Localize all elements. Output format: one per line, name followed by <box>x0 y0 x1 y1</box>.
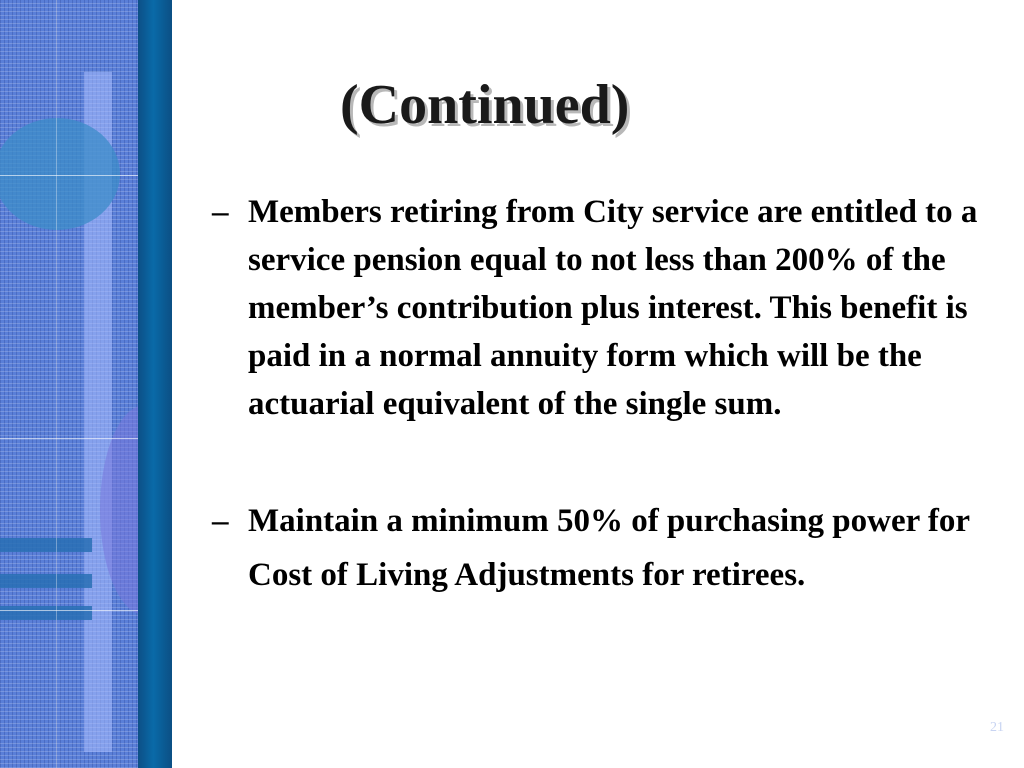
bullet-marker: – <box>212 503 229 539</box>
bullet-text: Members retiring from City service are entitled to a service pension equal to not less than 200% of the member’s contribution plus interest. This benefit is paid in a normal annuity form which will be the actuarial equivalent of the single sum. <box>248 194 978 422</box>
decorative-dark-band <box>138 0 172 768</box>
page-number: 21 <box>990 720 1004 735</box>
decorative-line <box>0 438 138 439</box>
decorative-bar <box>0 538 92 552</box>
bullet-item <box>212 188 1008 428</box>
decorative-line <box>0 175 138 176</box>
bullet-item <box>212 494 988 602</box>
decorative-left-band <box>0 0 138 768</box>
decorative-line <box>0 610 138 611</box>
decorative-bar <box>0 606 92 620</box>
decorative-bar <box>0 574 92 588</box>
decorative-circle <box>0 118 120 230</box>
decorative-line <box>56 0 57 768</box>
bullet-marker: – <box>212 194 229 230</box>
bullet-text: Maintain a minimum 50% of purchasing power for Cost of Living Adjustments for retirees. <box>248 503 970 593</box>
slide-title: (Continued) <box>340 74 630 136</box>
bullet-list <box>212 188 1012 602</box>
